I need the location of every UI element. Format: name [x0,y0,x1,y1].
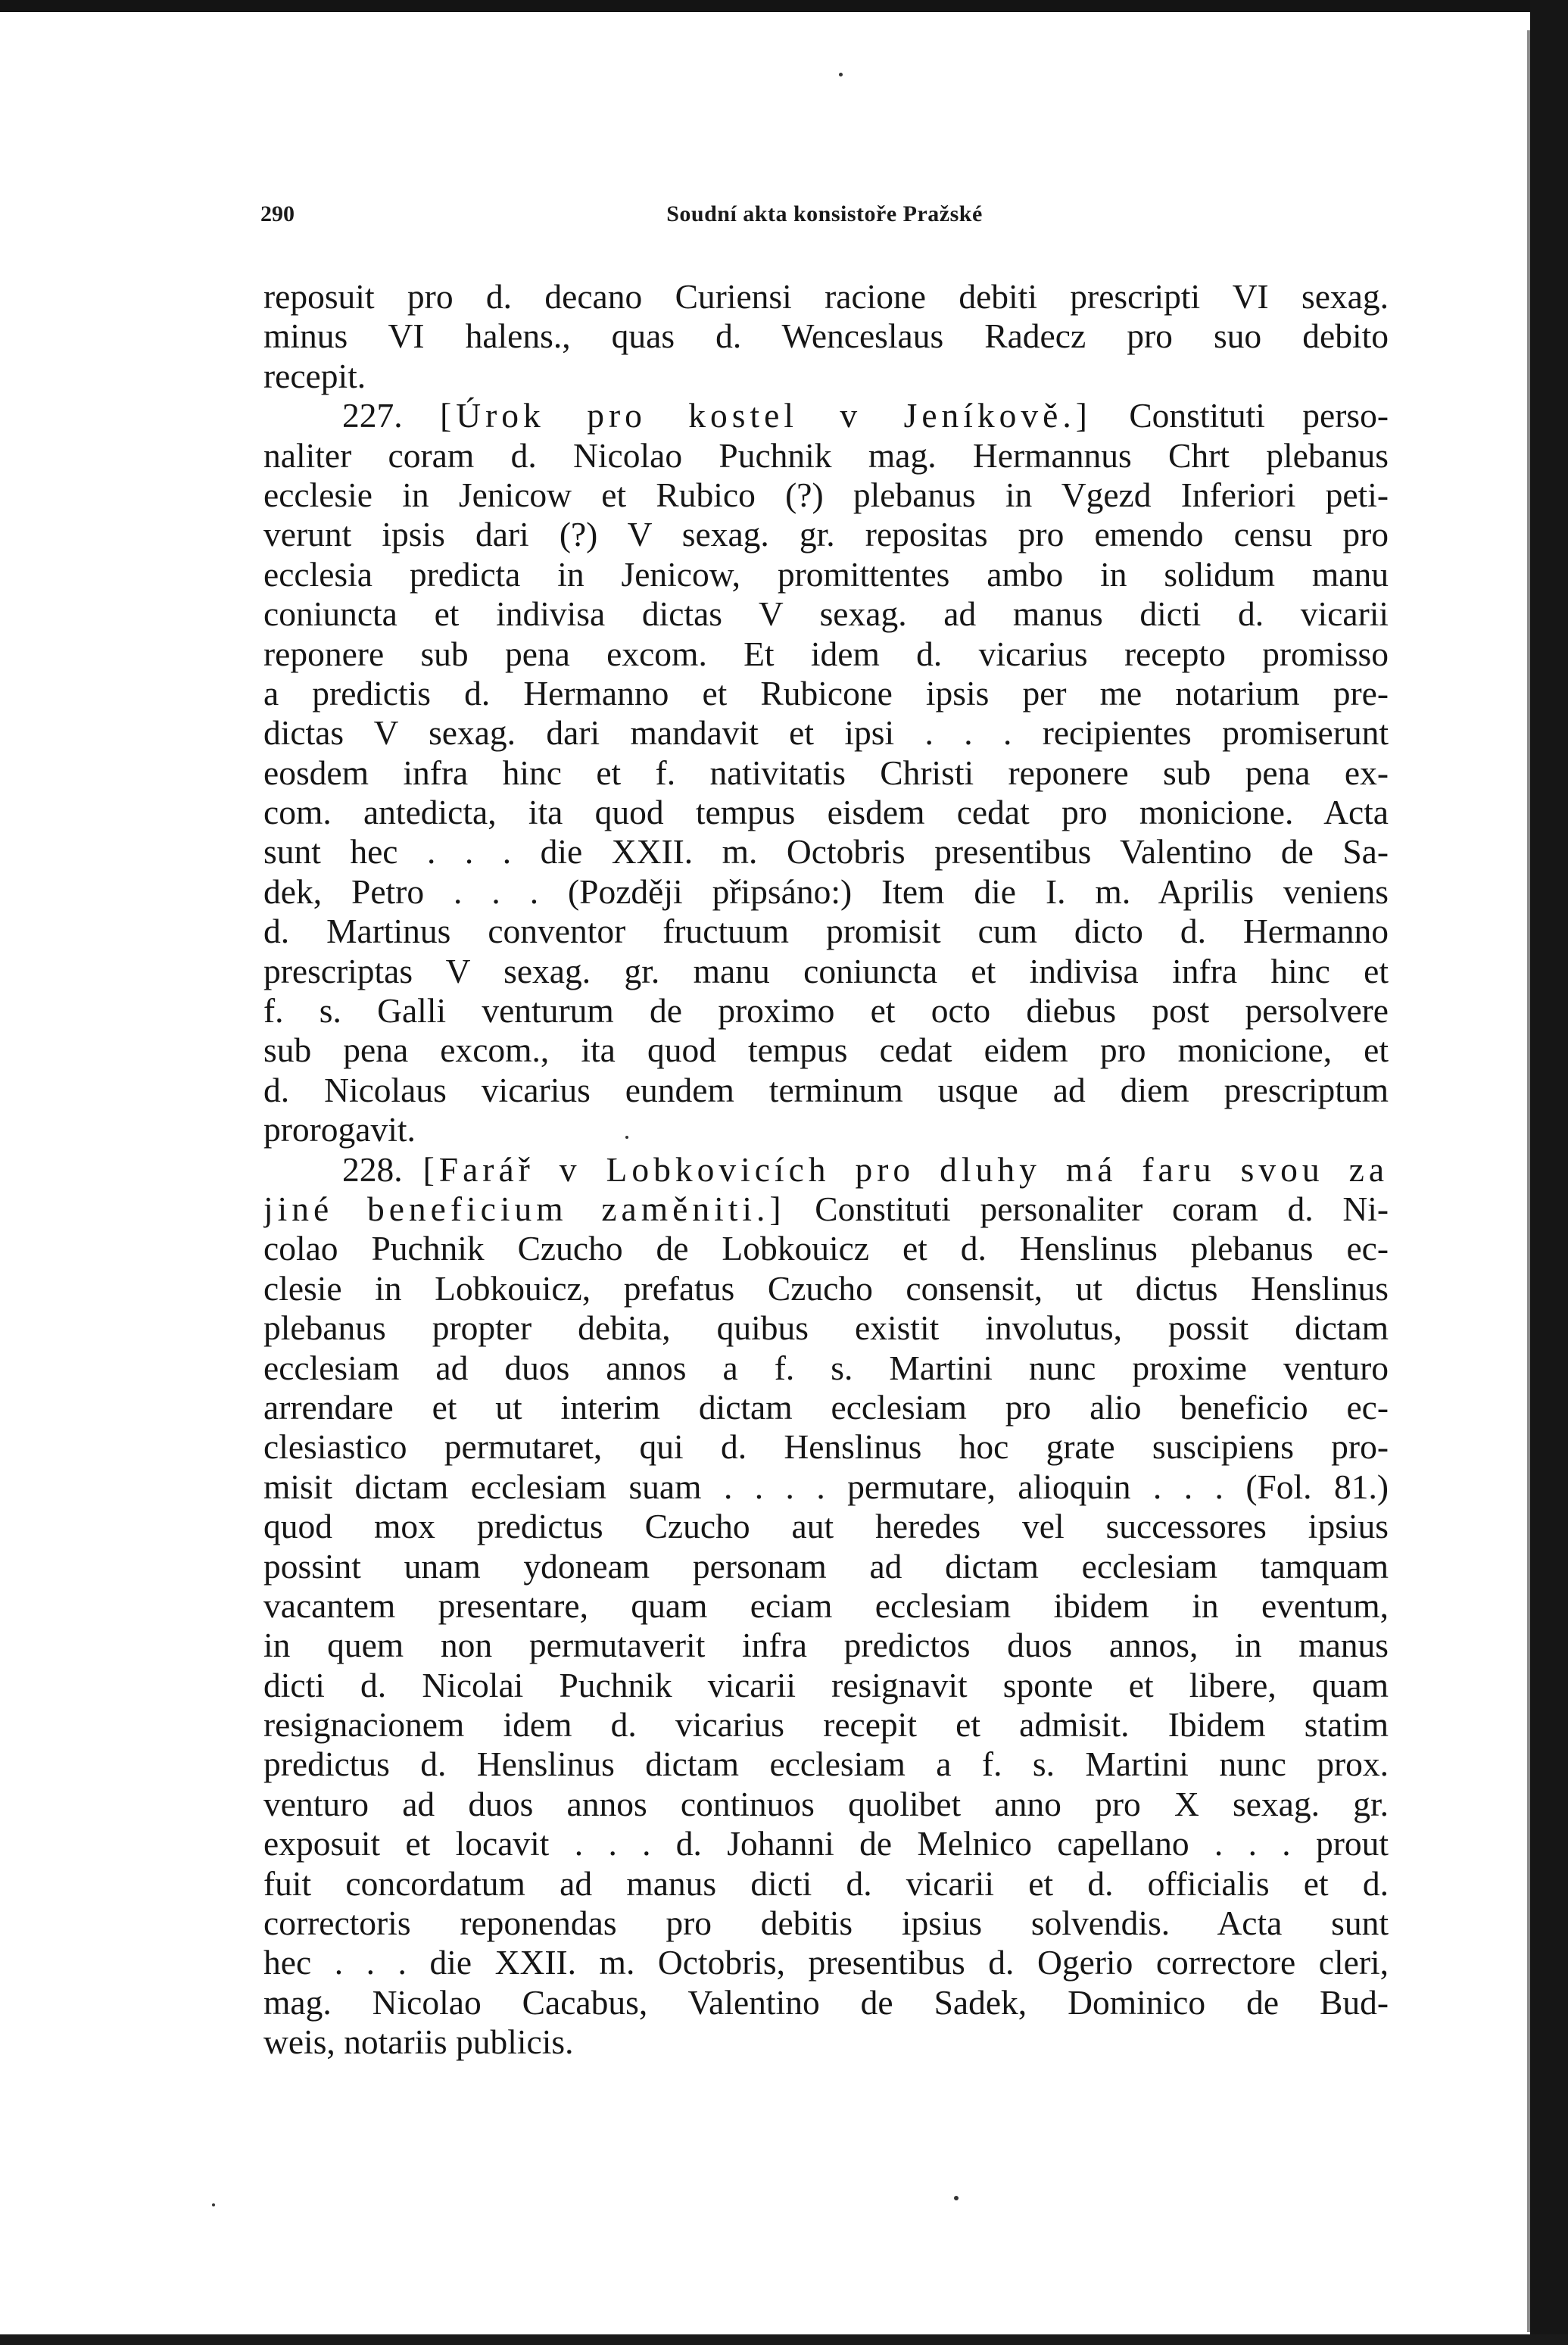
line-text: clesiastico permutaret, qui d. Henslinus hoc grate suscipiens pro- [263,1427,1389,1467]
scan-speck [212,2203,215,2206]
line-text: Constituti perso- [1091,396,1389,435]
text-line [263,476,1389,515]
line-text: dictas V sexag. dari mandavit et ipsi . . . recipientes promiserunt [263,713,1389,753]
text-line [263,2022,1389,2062]
line-text: hec . . . die XXII. m. Octobris, presentibus d. Ogerio correctore cleri, [263,1943,1389,1982]
line-text: sunt hec . . . die XXII. m. Octobris presentibus Valentino de Sa- [263,832,1389,872]
text-line [263,1785,1389,1824]
scan-speck [954,2196,959,2200]
text-line [263,1864,1389,1904]
line-text: prorogavit. [263,1110,416,1149]
line-text: correctoris reponendas pro debitis ipsius solvendis. Acta sunt [263,1904,1389,1943]
text-line [263,872,1389,912]
text-line [263,1666,1389,1705]
line-text: vacantem presentare, quam eciam ecclesiam ibidem in eventum, [263,1586,1389,1625]
text-line [263,1388,1389,1427]
entry-number: 227. [342,396,441,435]
line-text: f. s. Galli venturum de proximo et octo diebus post persolvere [263,991,1389,1031]
text-line [263,1308,1389,1348]
line-text: dicti d. Nicolai Puchnik vicarii resignavit sponte et libere, quam [263,1665,1389,1704]
scan-border-top [0,0,1568,12]
body-text [263,277,1389,2063]
line-text: ecclesia predicta in Jenicow, promittentes ambo in solidum manu [263,554,1389,594]
line-text: quod mox predictus Czucho aut heredes vel successores ipsius [263,1507,1389,1546]
text-line [263,1547,1389,1586]
text-line [263,1071,1389,1110]
text-line [263,635,1389,674]
line-text: prescriptas V sexag. gr. manu coniuncta et indivisa infra hinc et [263,951,1389,990]
text-line [263,1031,1389,1070]
running-title: Soudní akta konsistoře Pražské [666,201,983,226]
text-line [263,1427,1389,1467]
text-line [263,1983,1389,2022]
line-text: possint unam ydoneam personam ad dictam ecclesiam tamquam [263,1546,1389,1586]
text-line [263,991,1389,1031]
line-text: predictus d. Henslinus dictam ecclesiam a f. s. Martini nunc prox. [263,1745,1389,1784]
line-text: exposuit et locavit . . . d. Johanni de Melnico capellano . . . prout [263,1824,1389,1863]
line-text: weis, notariis publicis. [263,2022,574,2062]
line-text: colao Puchnik Czucho de Lobkouicz et d. Henslinus plebanus ec- [263,1229,1389,1268]
line-text: plebanus propter debita, quibus existit involutus, possit dictam [263,1308,1389,1348]
entry-title: [Úrok pro kostel v Jeníkově.] [440,396,1092,435]
line-text: minus VI halens., quas d. Wenceslaus Radecz pro suo debito [263,317,1389,356]
text-line [263,396,1389,435]
line-text: naliter coram d. Nicolao Puchnik mag. Hermannus Chrt plebanus [263,435,1389,475]
scan-speck [625,1136,628,1139]
text-line [263,1269,1389,1308]
line-text: reponere sub pena excom. Et idem d. vicarius recepto promisso [263,634,1389,673]
line-text: ecclesie in Jenicow et Rubico (?) plebanus in Vgezd Inferiori peti- [263,475,1389,514]
line-text: verunt ipsis dari (?) V sexag. gr. repositas pro emendo censu pro [263,515,1389,554]
text-line [263,1626,1389,1665]
page-number: 290 [260,201,295,226]
line-text: recepit. [263,356,366,395]
text-line [263,713,1389,753]
text-line [263,594,1389,634]
entry-title: jiné beneficium zaměniti.] [263,1189,786,1228]
text-line [263,515,1389,554]
text-line [263,357,1389,396]
text-line [263,1904,1389,1943]
text-line [263,1229,1389,1268]
text-line [263,1824,1389,1863]
page-header [260,201,1389,232]
line-text: eosdem infra hinc et f. nativitatis Christi reponere sub pena ex- [263,753,1389,792]
text-line [263,1943,1389,1982]
line-text: reposuit pro d. decano Curiensi racione debiti prescripti VI sexag. [263,277,1389,316]
text-line [263,1705,1389,1745]
line-text: sub pena excom., ita quod tempus cedat eidem pro monicione, et [263,1031,1389,1070]
text-line [263,832,1389,872]
text-line [263,753,1389,793]
text-line [263,1507,1389,1546]
entry-title: [Farář v Lobkovicích pro dluhy má faru svou za [422,1149,1389,1189]
text-line [263,1586,1389,1626]
text-line [263,793,1389,832]
line-text: mag. Nicolao Cacabus, Valentino de Sadek, Dominico de Bud- [263,1982,1389,2022]
line-text: resignacionem idem d. vicarius recepit et admisit. Ibidem statim [263,1705,1389,1745]
line-text: misit dictam ecclesiam suam . . . . permutare, alioquin . . . (Fol. 81.) [263,1467,1389,1506]
line-text: venturo ad duos annos continuos quolibet anno pro X sexag. gr. [263,1784,1389,1823]
scan-border-bottom [0,2334,1568,2345]
line-text: fuit concordatum ad manus dicti d. vicarii et d. officialis et d. [263,1863,1389,1903]
scan-speck [839,73,843,76]
text-line [263,1467,1389,1507]
entry-number: 228. [342,1149,423,1189]
text-line [263,1349,1389,1388]
line-text: ecclesiam ad duos annos a f. s. Martini nunc proxime venturo [263,1348,1389,1387]
text-line [263,317,1389,356]
scan-page-edge [1527,30,1530,2332]
text-line [263,1110,1389,1149]
line-text: d. Nicolaus vicarius eundem terminum usque ad diem prescriptum [263,1070,1389,1109]
text-line [263,436,1389,476]
line-text: arrendare et ut interim dictam ecclesiam pro alio beneficio ec- [263,1387,1389,1427]
text-line [263,1150,1389,1190]
scan-border-right [1530,0,1568,2345]
line-text: a predictis d. Hermanno et Rubicone ipsis per me notarium pre- [263,673,1389,713]
line-text: com. antedicta, ita quod tempus eisdem cedat pro monicione. Acta [263,793,1389,832]
line-text: Constituti personaliter coram d. Ni- [785,1189,1389,1228]
text-line [263,555,1389,594]
text-line [263,277,1389,317]
text-line [263,674,1389,713]
line-text: coniuncta et indivisa dictas V sexag. ad manus dicti d. vicarii [263,594,1389,634]
text-line [263,1745,1389,1784]
text-line [263,912,1389,951]
line-text: clesie in Lobkouicz, prefatus Czucho consensit, ut dictus Henslinus [263,1268,1389,1308]
text-line [263,952,1389,991]
text-line [263,1190,1389,1229]
line-text: in quem non permutaverit infra predictos duos annos, in manus [263,1626,1389,1665]
line-text: d. Martinus conventor fructuum promisit cum dicto d. Hermanno [263,912,1389,951]
line-text: dek, Petro . . . (Později připsáno:) Item die I. m. Aprilis veniens [263,872,1389,911]
